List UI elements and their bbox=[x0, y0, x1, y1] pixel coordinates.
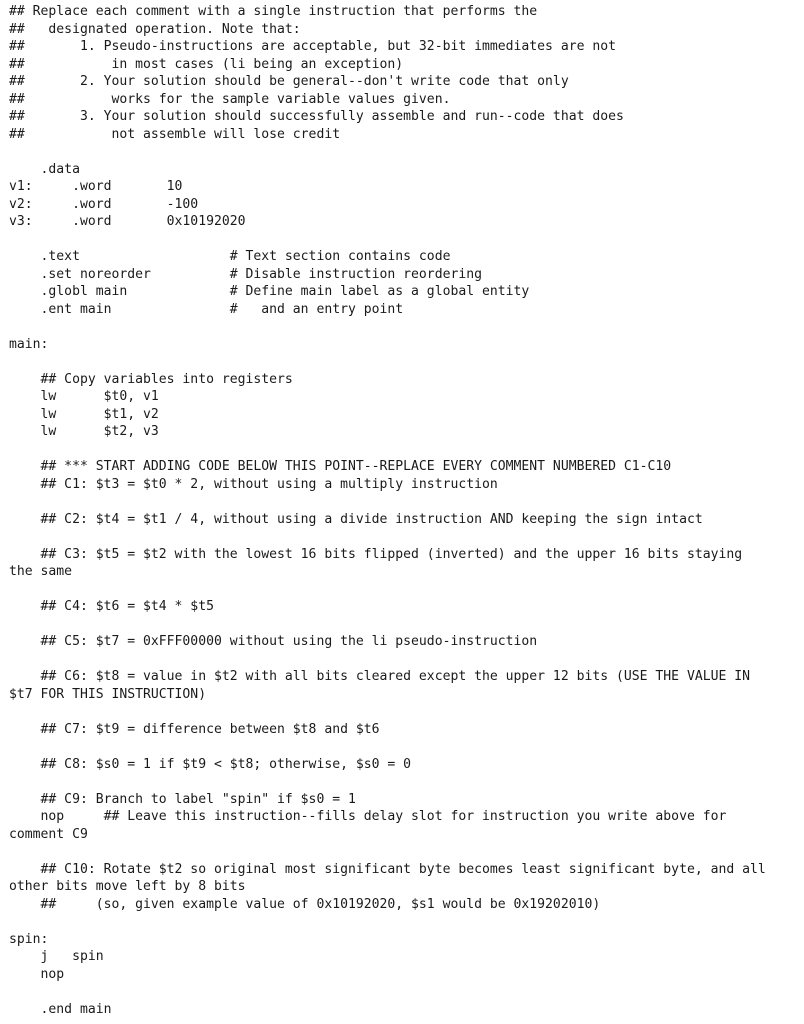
code-line bbox=[9, 738, 799, 756]
code-line bbox=[9, 318, 799, 336]
code-line: ## (so, given example value of 0x10192020, $s1 would be 0x19202010) bbox=[9, 896, 601, 912]
code-line bbox=[9, 231, 799, 249]
code-line: nop ## Leave this instruction--fills delay slot for instruction you write above for bbox=[9, 809, 727, 824]
code-line: ## Copy variables into registers bbox=[9, 371, 293, 387]
code-line: the same bbox=[9, 564, 73, 579]
code-line: .globl main # Define main label as a global entity bbox=[9, 284, 530, 299]
code-line: ## C8: $s0 = 1 if $t9 < $t8; otherwise, $s0 = 0 bbox=[9, 756, 412, 772]
code-line: ## Replace each comment with a single instruction that performs the bbox=[9, 4, 538, 19]
code-line: j spin bbox=[9, 949, 104, 964]
code-line: lw $t2, v3 bbox=[9, 424, 159, 439]
code-line: .end main bbox=[9, 1001, 112, 1017]
code-line: v3: .word 0x10192020 bbox=[9, 214, 246, 229]
code-line: ## C6: $t8 = value in $t2 with all bits cleared except the upper 12 bits (USE THE VALUE IN bbox=[9, 669, 751, 684]
code-line: ## in most cases (li being an exception) bbox=[9, 56, 404, 72]
code-line: v1: .word 10 bbox=[9, 179, 183, 194]
code-line: ## C2: $t4 = $t1 / 4, without using a divide instruction AND keeping the sign intact bbox=[9, 511, 703, 527]
code-line bbox=[9, 913, 799, 931]
code-line: ## C4: $t6 = $t4 * $t5 bbox=[9, 599, 214, 614]
code-line bbox=[9, 528, 799, 546]
code-line: ## not assemble will lose credit bbox=[9, 126, 341, 142]
code-line: ## designated operation. Note that: bbox=[9, 21, 301, 37]
code-line: lw $t1, v2 bbox=[9, 406, 159, 422]
code-line bbox=[9, 353, 799, 371]
code-listing bbox=[9, 3, 799, 1018]
code-line: ## 2. Your solution should be general--don't write code that only bbox=[9, 74, 569, 89]
code-line bbox=[9, 581, 799, 599]
code-line bbox=[9, 773, 799, 791]
code-line: spin: bbox=[9, 931, 49, 947]
code-line: lw $t0, v1 bbox=[9, 389, 159, 404]
code-line: ## 3. Your solution should successfully assemble and run--code that does bbox=[9, 109, 624, 124]
code-line bbox=[9, 651, 799, 669]
code-line: nop bbox=[9, 966, 65, 982]
code-line: ## *** START ADDING CODE BELOW THIS POINT--REPLACE EVERY COMMENT NUMBERED C1-C10 bbox=[9, 459, 672, 474]
code-line: $t7 FOR THIS INSTRUCTION) bbox=[9, 686, 207, 702]
code-line bbox=[9, 703, 799, 721]
code-line: ## C3: $t5 = $t2 with the lowest 16 bits flipped (inverted) and the upper 16 bits staying bbox=[9, 546, 743, 562]
code-line: .data bbox=[9, 161, 80, 177]
code-line: ## C5: $t7 = 0xFFF00000 without using the li pseudo-instruction bbox=[9, 634, 538, 649]
code-line bbox=[9, 493, 799, 511]
code-line: ## works for the sample variable values given. bbox=[9, 91, 451, 107]
code-line bbox=[9, 983, 799, 1001]
code-line: ## C7: $t9 = difference between $t8 and $t6 bbox=[9, 721, 380, 737]
code-line bbox=[9, 616, 799, 634]
code-line: ## 1. Pseudo-instructions are acceptable, but 32-bit immediates are not bbox=[9, 39, 616, 54]
code-line bbox=[9, 843, 799, 861]
code-line: other bits move left by 8 bits bbox=[9, 879, 246, 894]
code-line bbox=[9, 441, 799, 459]
code-line: main: bbox=[9, 336, 49, 352]
code-line: ## C10: Rotate $t2 so original most significant byte becomes least significant byte, and all bbox=[9, 861, 766, 877]
code-line: ## C1: $t3 = $t0 * 2, without using a multiply instruction bbox=[9, 476, 498, 492]
code-line: .ent main # and an entry point bbox=[9, 301, 404, 317]
code-line bbox=[9, 143, 799, 161]
code-line: .text # Text section contains code bbox=[9, 249, 451, 264]
code-line: ## C9: Branch to label "spin" if $s0 = 1 bbox=[9, 791, 356, 807]
code-line: comment C9 bbox=[9, 826, 88, 842]
code-line: v2: .word -100 bbox=[9, 196, 199, 212]
code-line: .set noreorder # Disable instruction reordering bbox=[9, 266, 482, 282]
